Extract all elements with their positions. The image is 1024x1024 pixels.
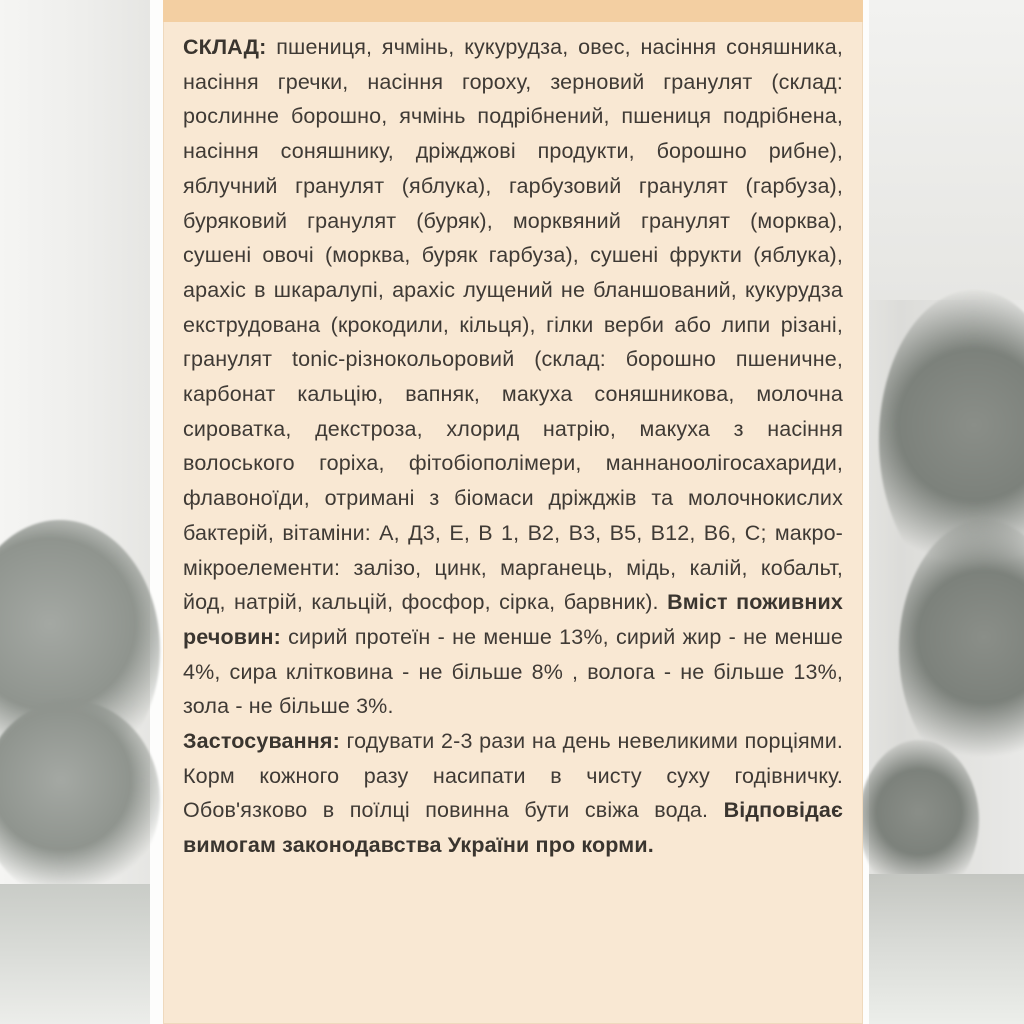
composition-paragraph (183, 30, 843, 724)
ingredients-label (163, 0, 863, 1024)
field-background-image (869, 874, 1024, 1024)
usage-paragraph (183, 724, 843, 863)
composition-text: пшениця, ячмінь, кукурудза, овес, насіння соняшника, насіння гречки, насіння гороху, зерновий гранулят (склад: рослинне борошно, ячмінь подрібнений, пшениця подрібнена, насіння соняшнику, дріжджові продукти, борошно рибне), яблучний гранулят (яблука), гарбузовий гранулят (гарбуза), буряковий гранулят (буряк), морквяний гранулят (морква), сушені овочі (морква, буряк гарбуза), сушені фрукти (яблука), арахіс в шкаралупі, арахіс лущений не бланшований, кукурудза екструдована (крокодили, кільця), гілки верби або липи різані, гранулят tonic-різнокольоровий (склад: борошно пшеничне, карбонат кальцію, вапняк, макуха соняшникова, молочна сироватка, декстроза, хлорид натрію, макуха з насіння волоського горіха, фітобіополімери, маннаноолігосахариди, флавоноїди, отримані з біомаси дріжджів та молочнокислих бактерій, вітаміни: А, Д3, Е, В 1, В2, В3, В5, В12, В6, С; макро- мікроелементи: залізо, цинк, марганець, мідь, калій, кобальт, йод, натрій, кальцій, фосфор, сірка, барвник). (183, 35, 844, 615)
package-right-side (869, 0, 1024, 1024)
field-background-image (0, 884, 150, 1024)
label-top-band (163, 0, 863, 22)
composition-heading: СКЛАД: (183, 35, 267, 59)
sky-background-image (869, 0, 1024, 300)
compliance-statement: Відповідає вимогам законодавства України про корми. (183, 798, 843, 858)
nutrients-heading: Вміст поживних речовин: (183, 590, 844, 649)
package-left-side (0, 0, 150, 1024)
nutrients-text: сирий протеїн - не менше 13%, сирий жир - не менше 4%, сира клітковина - не більше 8% , волога - не більше 13%, зола - не більше 3%. (183, 624, 844, 719)
usage-text: годувати 2-3 рази на день невеликими порціями. Корм кожного разу насипати в чисту суху годівничку. Обов'язково в поїлці повинна бути свіжа вода. (183, 729, 843, 823)
label-text-block (183, 30, 843, 863)
usage-heading: Застосування: (183, 729, 340, 754)
